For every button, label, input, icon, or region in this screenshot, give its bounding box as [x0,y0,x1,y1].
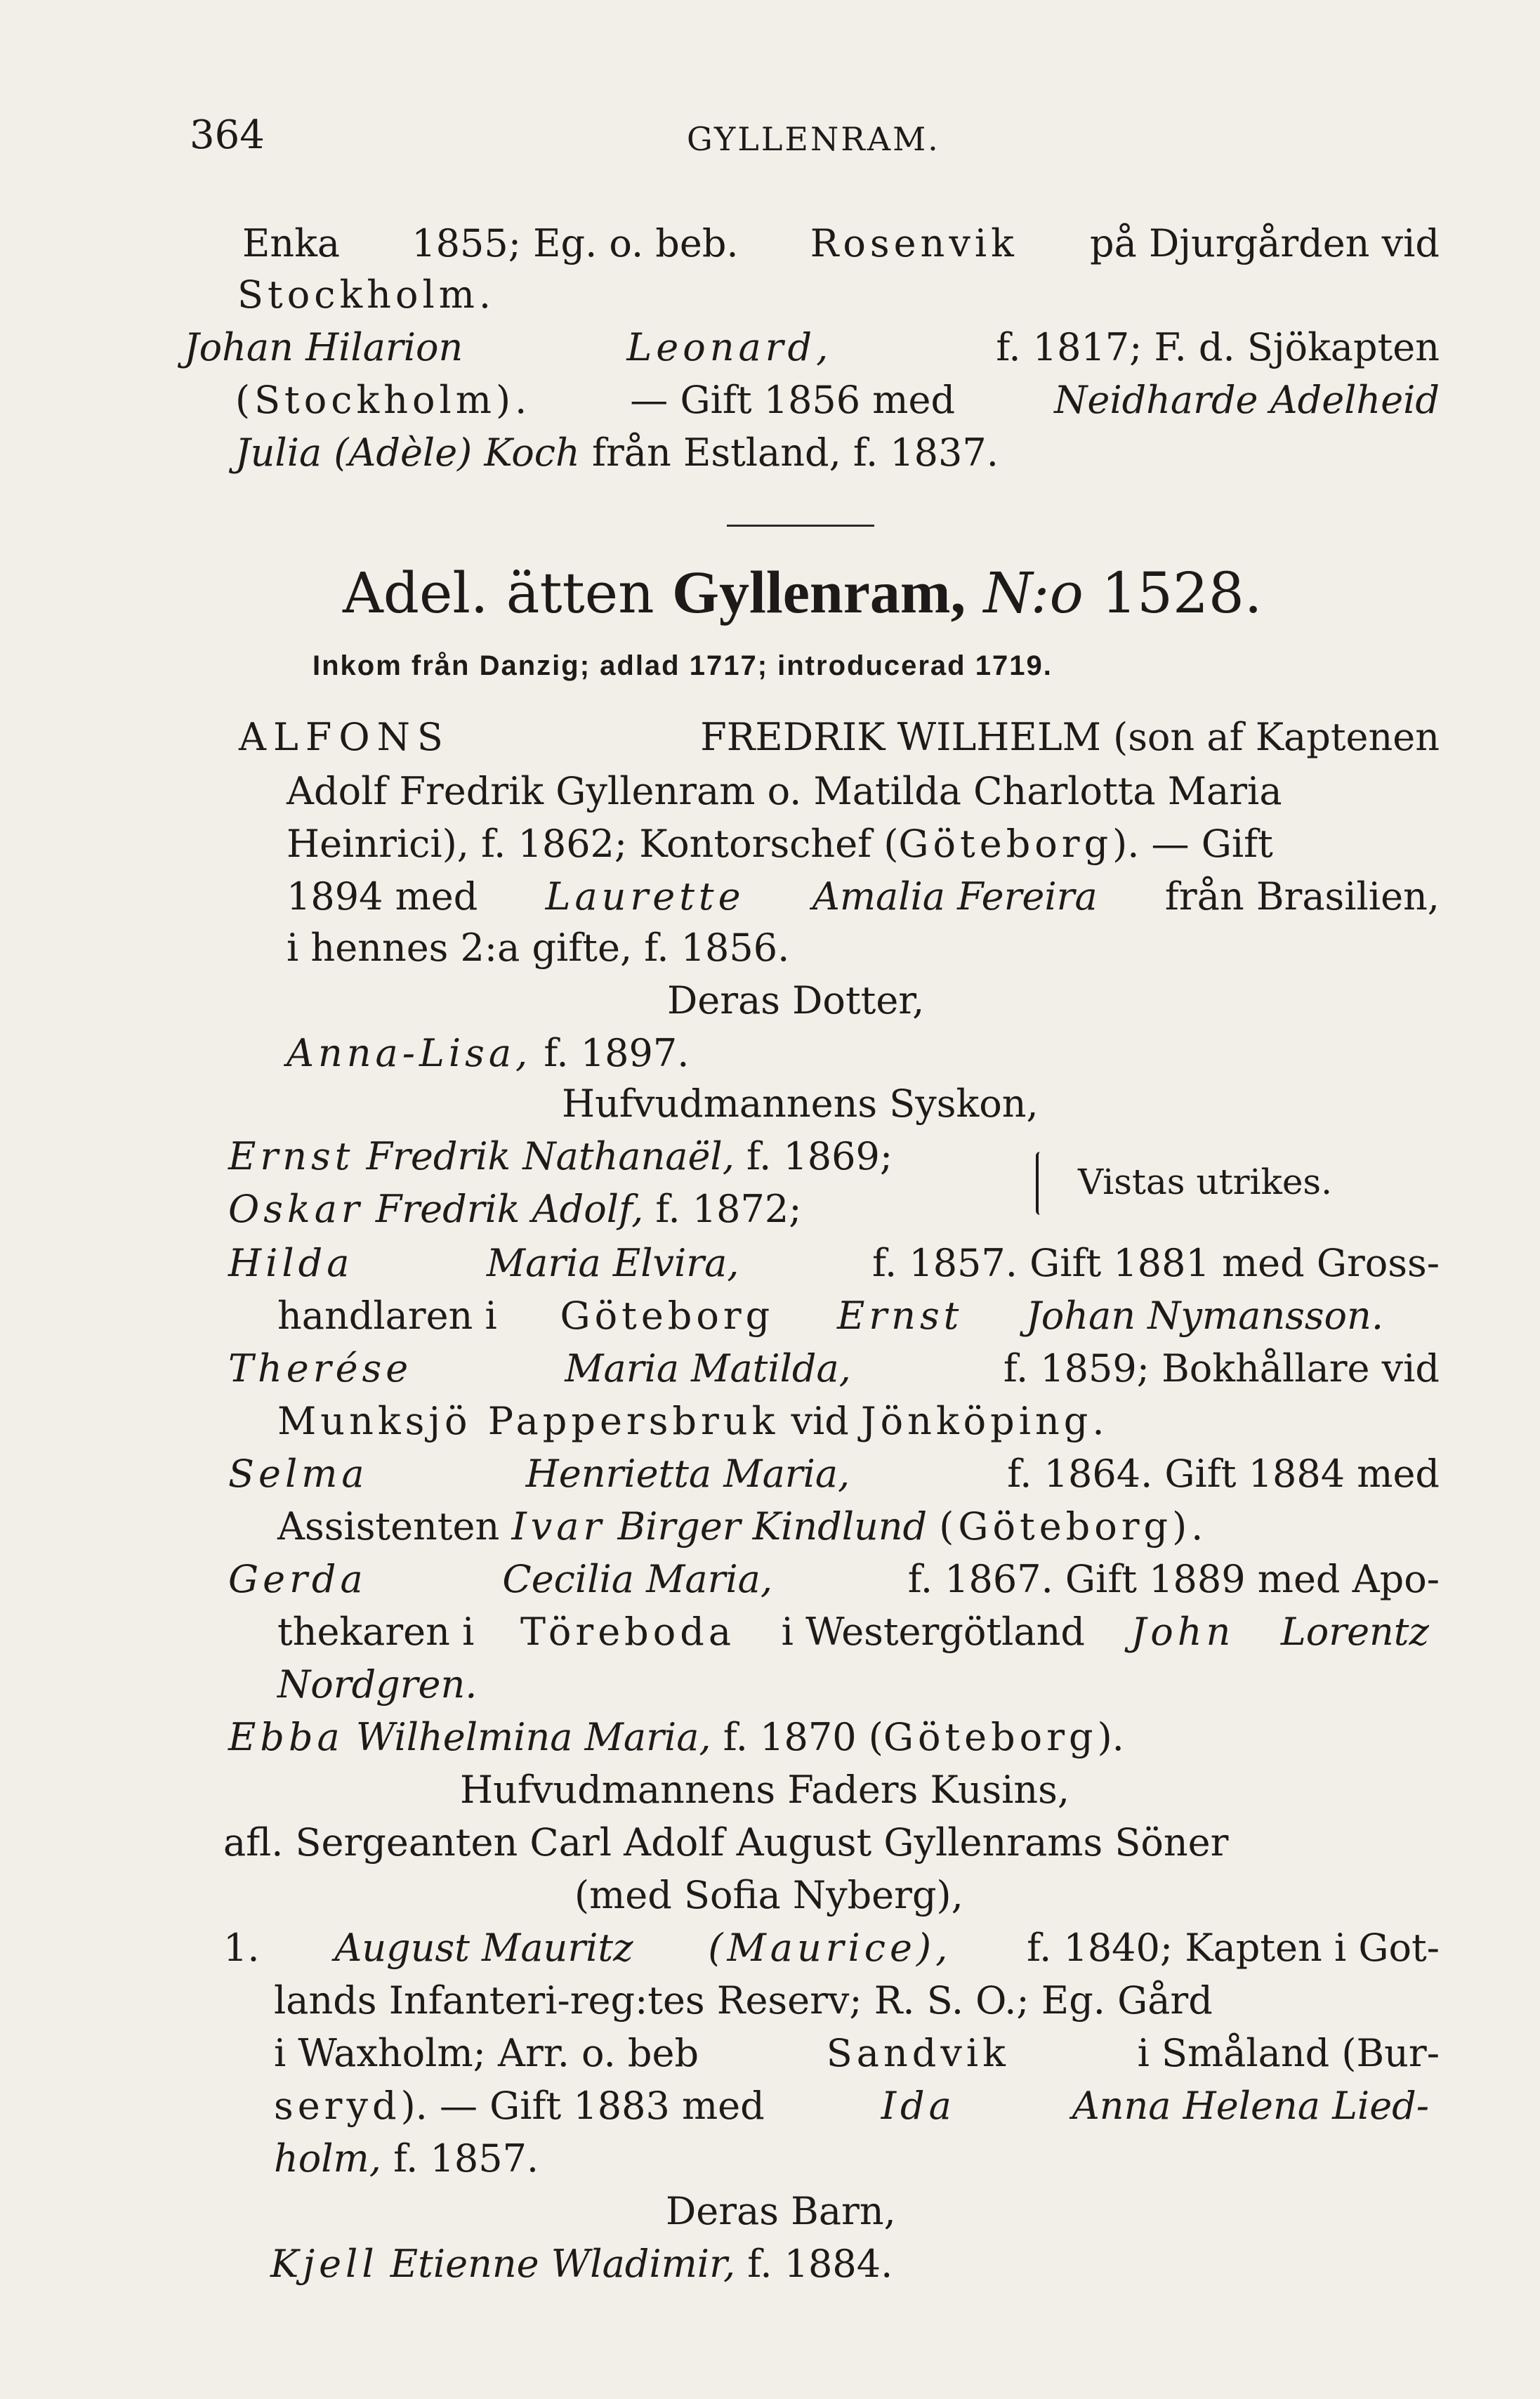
text: ). [1097,1715,1124,1759]
line-27 [274,2084,1429,2128]
text: ). — Gift 1883 med [400,2084,765,2128]
line-9 [228,1134,893,1178]
text: ). — Gift [1112,822,1273,866]
text: Enka [242,221,341,265]
place-name: seryd [274,2084,401,2128]
line-16 [277,1504,1208,1549]
text: thekaren i [277,1610,475,1654]
person-name: Nordgren. [277,1662,478,1707]
text: f. 1869; [746,1134,893,1178]
title-no: N:o [983,560,1084,626]
person-name: Birger Kindlund [617,1504,928,1549]
place-name: Sandvik [826,2031,1010,2075]
person-name: Julia [235,430,322,475]
line-6: Deras Dotter, [667,978,925,1023]
text: f. 1840; Kapten i Got- [1027,1926,1440,1970]
running-title: GYLLENRAM. [687,120,940,158]
text: handlaren i [277,1294,497,1338]
title-prefix: Adel. ätten [343,560,654,626]
place-name: Göteborg [883,1715,1098,1759]
text: vid [791,1399,849,1443]
text: f. 1870 ( [723,1715,883,1759]
page-number: 364 [190,112,265,158]
place-name: Göteborg [898,822,1113,866]
person-name: Laurette [545,874,745,919]
person-name: Gerda [228,1557,367,1601]
text: FREDRIK WILHELM (son af Kaptenen [700,715,1440,759]
line-13 [228,1346,1440,1391]
person-name: Ernst [228,1134,355,1178]
line-24 [223,1926,1440,1970]
person-name: Ivar [511,1504,606,1549]
person-name: Anna-Lisa, [287,1031,532,1075]
line-7 [287,1031,690,1075]
divider [727,525,874,527]
text: f. 1872; [655,1187,802,1231]
text: i Westergötland [781,1610,1085,1654]
person-name: Oskar [228,1187,364,1231]
text: — Gift 1856 med [630,378,956,422]
text: f. 1884. [747,2242,893,2286]
person-name: Neidharde Adelheid [1054,378,1440,422]
line-20 [228,1715,1124,1759]
line-22 [223,1820,1369,1865]
person-name: Lorentz [1280,1610,1429,1654]
line-29: Deras Barn, [666,2189,896,2233]
line-1 [239,715,1440,759]
place-name: Töreboda [520,1610,736,1654]
line-15 [228,1452,1440,1496]
person-name: Hilda [228,1241,354,1285]
line-top-5 [235,430,999,475]
line-3 [287,822,1273,866]
text: f. 1867. Gift 1889 med Apo- [907,1557,1440,1601]
line-28 [274,2136,539,2181]
line-12 [277,1294,1383,1338]
text: f. 1859; Bokhållare vid [1003,1346,1440,1391]
person-name: Johan Nymansson. [1026,1294,1383,1338]
person-name: ALFONS [239,715,450,759]
section-subtitle: Inkom från Danzig; adlad 1717; introducerad 1719. [312,650,1053,681]
line-top-2: Stockholm. [237,272,496,317]
text: Heinrici), f. 1862; Kontorschef ( [287,822,899,866]
person-name: Wilhelmina Maria, [355,1715,711,1759]
person-name: Maria Matilda, [565,1346,851,1391]
person-name: Leonard, [626,325,833,369]
line-26 [274,2031,1440,2075]
person-name: Ida [881,2084,956,2128]
line-19 [277,1662,478,1707]
text: f. 1897. [544,1031,690,1075]
text: från Brasilien, [1164,874,1440,919]
person-name: Fredrik Nathanaël, [366,1134,735,1178]
text: 1855; Eg. o. beb. [412,221,739,265]
line-4 [287,874,1440,919]
text: f. 1817; F. d. Sjökapten [996,325,1440,369]
line-top-4 [235,378,1440,422]
person-name: Johan Hilarion [184,325,463,369]
text: 1894 med [287,874,478,919]
text: i Småland (Bur- [1137,2031,1440,2075]
section-title [343,558,1263,626]
person-name: Henrietta Maria, [525,1452,850,1496]
person-name: Amalia Fereira [812,874,1098,919]
text: i Waxholm; Arr. o. beb [274,2031,699,2075]
line-11 [228,1241,1440,1285]
person-name: August Mauritz [334,1926,633,1970]
place-name: Jönköping. [861,1399,1109,1443]
line-30 [270,2242,893,2286]
person-name: Maria Elvira, [486,1241,739,1285]
line-10 [228,1187,802,1231]
line-5: i hennes 2:a gifte, f. 1856. [287,926,790,970]
line-top-3 [184,325,1440,369]
line-top-1 [242,221,1440,265]
person-name: Kjell [270,2242,379,2286]
line-2: Adolf Fredrik Gyllenram o. Matilda Charlotta Maria [287,769,1282,813]
person-name: Selma [228,1452,369,1496]
place-name: (Göteborg). [939,1504,1208,1549]
place-name: Göteborg [560,1294,775,1338]
siblings-note: Vistas utrikes. [1078,1162,1332,1202]
text: från Estland, f. 1837. [592,430,999,475]
person-name: holm, [274,2136,381,2181]
place-name: Munksjö Pappersbruk [277,1399,779,1443]
person-name: (Maurice), [708,1926,952,1970]
text: f. 1857. Gift 1881 med Gross- [871,1241,1440,1285]
family-name: Gyllenram, [672,558,966,626]
text: 1. [223,1926,260,1970]
person-name: Fredrik Adolf, [375,1187,644,1231]
person-name: Etienne Wladimir, [390,2242,736,2286]
line-25: lands Infanteri-reg:tes Reserv; R. S. O.; Eg. Gård [274,1978,1213,2023]
line-17 [228,1557,1440,1601]
place-name: (Stockholm). [235,378,532,422]
text: Assistenten [277,1504,500,1549]
text: afl. Sergeanten Carl Adolf August Gyllenrams Söner [223,1820,1229,1865]
title-number: 1528. [1101,560,1263,626]
place-name: Rosenvik [810,221,1018,265]
brace [1036,1152,1048,1215]
line-23: (med Sofia Nyberg), [574,1873,963,1917]
text: f. 1857. [393,2136,539,2181]
person-name: Anna Helena Lied- [1072,2084,1429,2128]
person-name: (Adèle) Koch [334,430,580,475]
person-name: Cecilia Maria, [502,1557,773,1601]
person-name: John [1131,1610,1235,1654]
person-name: Ernst [836,1294,963,1338]
person-name: Ebba [228,1715,344,1759]
line-18 [277,1610,1429,1654]
text: f. 1864. Gift 1884 med [1007,1452,1440,1496]
person-name: Therése [228,1346,413,1391]
text: på Djurgården vid [1090,221,1440,265]
line-8: Hufvudmannens Syskon, [562,1082,1039,1126]
line-14 [277,1399,1109,1443]
line-21: Hufvudmannens Faders Kusins, [460,1768,1070,1812]
